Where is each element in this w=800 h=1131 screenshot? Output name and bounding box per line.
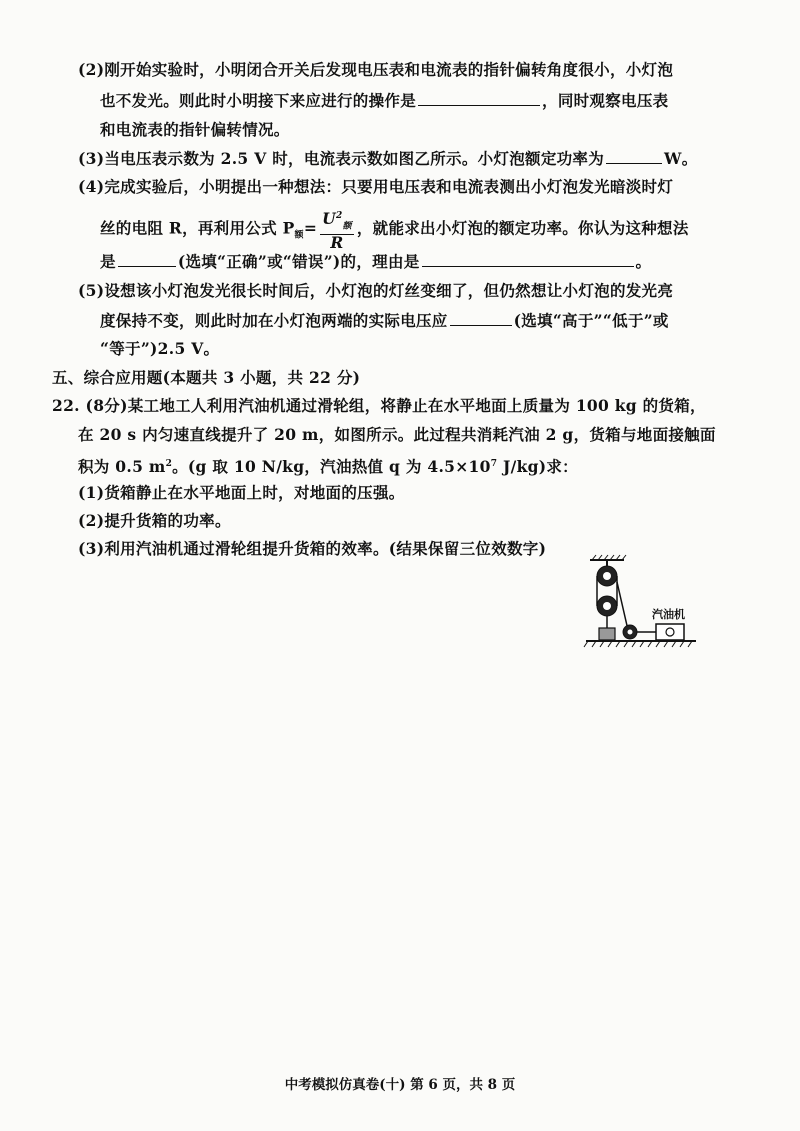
q2-line-2 bbox=[100, 91, 668, 111]
q4-line-1: (4)完成实验后，小明提出一种想法：只要用电压表和电流表测出小灯泡发光暗淡时灯 bbox=[78, 177, 674, 196]
q4-line-3 bbox=[100, 252, 651, 272]
pulley-system-figure bbox=[582, 552, 702, 662]
pulley-diagram bbox=[582, 552, 702, 662]
q22-line-2: 在 20 s 内匀速直线提升了 20 m，如图所示。此过程共消耗汽油 2 g，货箱与地面接触面 bbox=[78, 425, 716, 444]
engine-label: 汽油机 bbox=[652, 608, 685, 621]
q4-line-2 bbox=[100, 208, 689, 252]
q2-answer-blank[interactable] bbox=[418, 91, 540, 106]
q4-formula-fraction bbox=[320, 208, 354, 251]
section-5-title: 五、综合应用题(本题共 3 小题，共 22 分) bbox=[52, 368, 361, 387]
q2-text-b: ，同时观察电压表 bbox=[542, 91, 669, 110]
q4-denominator: R bbox=[330, 233, 344, 253]
q22-part-2: (2)提升货箱的功率。 bbox=[78, 511, 231, 530]
q22-part-1: (1)货箱静止在水平地面上时，对地面的压强。 bbox=[78, 483, 405, 502]
q3-text-b: W。 bbox=[664, 149, 698, 168]
q5-line-2 bbox=[100, 311, 669, 331]
q2-text-a: 也不发光。则此时小明接下来应进行的操作是 bbox=[100, 91, 417, 110]
q4-text-a: 丝的电阻 R，再利用公式 P bbox=[100, 218, 295, 238]
q3-line bbox=[78, 149, 698, 169]
q4-numerator: $U^2_额$ bbox=[320, 208, 354, 235]
q4-answer-blank-1[interactable] bbox=[118, 252, 176, 267]
q3-answer-blank[interactable] bbox=[606, 149, 662, 164]
q2-line-1: (2)刚开始实验时，小明闭合开关后发现电压表和电流表的指针偏转角度很小，小灯泡 bbox=[78, 60, 674, 79]
q4-text-d: (选填“正确”或“错误”)的，理由是 bbox=[177, 252, 420, 271]
q5-text-b: (选填“高于”“低于”或 bbox=[513, 311, 669, 330]
q4-text-b: ，就能求出小灯泡的额定功率。你认为这种想法 bbox=[356, 218, 689, 238]
q22-line-1: 22. (8分)某工地工人利用汽油机通过滑轮组，将静止在水平地面上质量为 100 kg 的货箱， bbox=[52, 396, 706, 415]
q22-part-3: (3)利用汽油机通过滑轮组提升货箱的效率。(结果保留三位效数字) bbox=[78, 539, 547, 558]
q5-answer-blank[interactable] bbox=[450, 311, 512, 326]
q4-p-subscript: 额 bbox=[294, 230, 304, 241]
q2-line-3: 和电流表的指针偏转情况。 bbox=[100, 120, 290, 139]
q4-text-e: 。 bbox=[635, 252, 652, 271]
q4-equals: = bbox=[303, 218, 318, 238]
q3-text-a: (3)当电压表示数为 2.5 V 时，电流表示数如图乙所示。小灯泡额定功率为 bbox=[78, 149, 605, 168]
page-footer: 中考模拟仿真卷(十) 第 6 页，共 8 页 bbox=[284, 1077, 516, 1093]
q5-line-1: (5)设想该小灯泡发光很长时间后，小灯泡的灯丝变细了，但仍然想让小灯泡的发光亮 bbox=[78, 281, 674, 300]
q4-answer-blank-2[interactable] bbox=[422, 252, 634, 267]
q22-line-3: 积为 0.5 $m^2$。(g 取 10 N/kg，汽油热值 q 为 $4.5\times 10^7$ J/kg)求： bbox=[78, 457, 578, 477]
q4-text-c: 是 bbox=[100, 252, 116, 271]
q5-text-a: 度保持不变，则此时加在小灯泡两端的实际电压应 bbox=[100, 311, 448, 330]
q5-line-3: “等于”)2.5 V。 bbox=[100, 339, 220, 358]
